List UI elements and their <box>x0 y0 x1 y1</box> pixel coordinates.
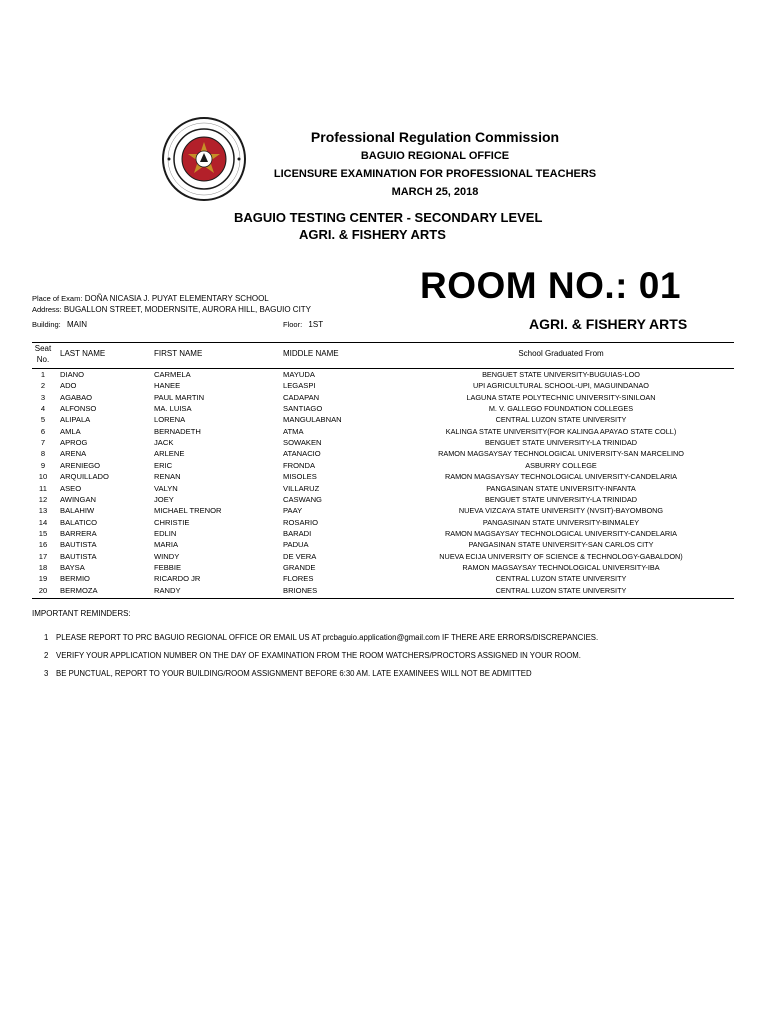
last-name: BAUTISTA <box>60 551 97 561</box>
table-row <box>0 494 768 505</box>
middle-name: BARADI <box>283 528 312 538</box>
school-graduated: CENTRAL LUZON STATE UNIVERSITY <box>495 415 627 425</box>
school-graduated: PANGASINAN STATE UNIVERSITY-SAN CARLOS CITY <box>468 540 654 550</box>
address-value: BUGALLON STREET, MODERNSITE, AURORA HILL, BAGUIO CITY <box>63 305 312 314</box>
floor-label: Floor: <box>283 320 303 329</box>
table-row <box>0 369 768 380</box>
school-graduated: PANGASINAN STATE UNIVERSITY-INFANTA <box>486 483 636 493</box>
last-name: ASEO <box>60 483 82 493</box>
last-name: ARENIEGO <box>60 460 101 470</box>
school-graduated: RAMON MAGSAYSAY TECHNOLOGICAL UNIVERSITY-IBA <box>462 562 660 572</box>
table-top-rule <box>32 342 734 343</box>
last-name: ALFONSO <box>60 404 97 414</box>
table-row <box>0 414 768 425</box>
seat-number: 15 <box>38 528 48 538</box>
seat-number: 18 <box>38 562 48 572</box>
table-row <box>0 483 768 494</box>
table-row <box>0 551 768 562</box>
first-name: HANEE <box>154 381 181 391</box>
room-number: ROOM NO.: 01 <box>420 265 681 306</box>
table-row <box>0 380 768 391</box>
middle-name: PAAY <box>283 506 303 516</box>
school-graduated: RAMON MAGSAYSAY TECHNOLOGICAL UNIVERSITY-SAN MARCELINO <box>438 449 684 459</box>
last-name: BAUTISTA <box>60 540 97 550</box>
table-row <box>0 562 768 573</box>
seat-number: 5 <box>40 415 46 425</box>
school-graduated: LAGUNA STATE POLYTECHNIC UNIVERSITY-SINILOAN <box>466 392 656 402</box>
middle-name: GRANDE <box>283 562 316 572</box>
first-name: ARLENE <box>154 449 185 459</box>
seat-number: 12 <box>38 494 48 504</box>
header-first-name: FIRST NAME <box>154 349 203 358</box>
school-graduated: ASBURRY COLLEGE <box>525 460 597 470</box>
floor-info <box>283 320 323 329</box>
first-name: VALYN <box>154 483 178 493</box>
middle-name: SANTIAGO <box>283 404 323 414</box>
first-name: EDLIN <box>154 528 177 538</box>
last-name: BALAHIW <box>60 506 95 516</box>
first-name: LORENA <box>154 415 186 425</box>
middle-name: DE VERA <box>283 551 317 561</box>
seat-number: 9 <box>40 460 46 470</box>
building-value: MAIN <box>67 320 88 329</box>
seat-number: 2 <box>40 381 46 391</box>
building-label: Building: <box>32 320 61 329</box>
middle-name: VILLARUZ <box>283 483 320 493</box>
first-name: MARIA <box>154 540 179 550</box>
reminder-item <box>44 669 532 678</box>
school-graduated: KALINGA STATE UNIVERSITY(FOR KALINGA APAYAO STATE COLL) <box>445 426 677 436</box>
school-graduated: UPI AGRICULTURAL SCHOOL-UPI, MAGUINDANAO <box>473 381 649 391</box>
table-row <box>0 573 768 584</box>
first-name: CARMELA <box>154 370 191 379</box>
school-graduated: NUEVA VIZCAYA STATE UNIVERSITY (NVSIT)-BAYOMBONG <box>458 506 664 516</box>
place-value: DOÑA NICASIA J. PUYAT ELEMENTARY SCHOOL <box>84 294 269 303</box>
middle-name: FRONDA <box>283 460 316 470</box>
middle-name: FLORES <box>283 574 314 584</box>
table-row <box>0 460 768 471</box>
middle-name: CASWANG <box>283 494 322 504</box>
middle-name: PADUA <box>283 540 309 550</box>
reminder-text: BE PUNCTUAL, REPORT TO YOUR BUILDING/ROOM ASSIGNMENT BEFORE 6:30 AM. LATE EXAMINEES WILL NOT BE ADMITTED <box>56 669 532 678</box>
reminder-number: 3 <box>44 669 49 678</box>
seat-number: 16 <box>38 540 48 550</box>
last-name: APROG <box>60 438 88 448</box>
school-graduated: BENGUET STATE UNIVERSITY-LA TRINIDAD <box>484 438 638 448</box>
first-name: PAUL MARTIN <box>154 392 205 402</box>
last-name: BALATICO <box>60 517 97 527</box>
testing-center: BAGUIO TESTING CENTER - SECONDARY LEVEL <box>234 210 543 225</box>
reminders-title: IMPORTANT REMINDERS: <box>32 609 131 618</box>
middle-name: LEGASPI <box>283 381 316 391</box>
first-name: JOEY <box>154 494 174 504</box>
first-name: MICHAEL TRENOR <box>154 506 222 516</box>
table-row <box>0 426 768 437</box>
table-row <box>0 437 768 448</box>
middle-name: MISOLES <box>283 472 317 482</box>
table-row <box>0 517 768 528</box>
school-graduated: BENGUET STATE UNIVERSITY-BUGUIAS-LOO <box>482 370 640 379</box>
header-last-name: LAST NAME <box>60 349 106 358</box>
seat-number: 14 <box>38 517 48 527</box>
school-graduated: CENTRAL LUZON STATE UNIVERSITY <box>495 585 627 595</box>
table-row <box>0 471 768 482</box>
place-of-exam <box>32 294 269 303</box>
school-graduated: NUEVA ECIJA UNIVERSITY OF SCIENCE & TECHNOLOGY-GABALDON) <box>439 551 683 561</box>
last-name: BERMOZA <box>60 585 98 595</box>
last-name: BERMIO <box>60 574 90 584</box>
seat-number: 3 <box>40 392 46 402</box>
last-name: AMLA <box>60 426 81 436</box>
last-name: ADO <box>60 381 77 391</box>
middle-name: BRIONES <box>283 585 318 595</box>
reminder-item <box>44 651 581 660</box>
building-info <box>32 320 87 329</box>
seat-number: 13 <box>38 506 48 516</box>
school-graduated: CENTRAL LUZON STATE UNIVERSITY <box>495 574 627 584</box>
table-row <box>0 505 768 516</box>
school-graduated: RAMON MAGSAYSAY TECHNOLOGICAL UNIVERSITY-CANDELARIA <box>444 528 678 538</box>
seat-number: 10 <box>38 472 48 482</box>
reminder-number: 1 <box>44 633 49 642</box>
regional-office: BAGUIO REGIONAL OFFICE <box>360 150 510 162</box>
first-name: MA. LUISA <box>154 404 192 414</box>
reminder-text: VERIFY YOUR APPLICATION NUMBER ON THE DAY OF EXAMINATION FROM THE ROOM WATCHERS/PROCTORS ASSIGNED IN YOUR ROOM. <box>56 651 581 660</box>
middle-name: ATANACIO <box>283 449 321 459</box>
seat-number: 1 <box>40 370 46 379</box>
table-row <box>0 539 768 550</box>
last-name: AWINGAN <box>60 494 96 504</box>
school-graduated: BENGUET STATE UNIVERSITY-LA TRINIDAD <box>484 494 638 504</box>
first-name: ERIC <box>154 460 173 470</box>
table-row <box>0 403 768 414</box>
reminder-number: 2 <box>44 651 49 660</box>
school-graduated: M. V. GALLEGO FOUNDATION COLLEGES <box>488 404 634 414</box>
school-graduated: PANGASINAN STATE UNIVERSITY-BINMALEY <box>482 517 640 527</box>
table-bottom-rule <box>32 598 734 599</box>
first-name: BERNADETH <box>154 426 201 436</box>
first-name: FEBBIE <box>154 562 182 572</box>
first-name: RENAN <box>154 472 181 482</box>
org-name: Professional Regulation Commission <box>310 129 560 145</box>
header-middle-name: MIDDLE NAME <box>283 349 339 358</box>
middle-name: ATMA <box>283 426 304 436</box>
middle-name: MAYUDA <box>283 370 315 379</box>
room-field: AGRI. & FISHERY ARTS <box>529 316 688 332</box>
last-name: DIANO <box>60 370 85 379</box>
reminder-item <box>44 633 598 642</box>
first-name: WINDY <box>154 551 180 561</box>
last-name: BARRERA <box>60 528 97 538</box>
field-title: AGRI. & FISHERY ARTS <box>299 227 446 242</box>
header-school: School Graduated From <box>518 349 604 358</box>
seat-number: 6 <box>40 426 46 436</box>
header-seat-no: No. <box>36 355 50 364</box>
first-name: JACK <box>154 438 174 448</box>
exam-date: MARCH 25, 2018 <box>391 186 479 198</box>
address-label: Address: <box>32 305 62 314</box>
reminder-text: PLEASE REPORT TO PRC BAGUIO REGIONAL OFFICE OR EMAIL US AT prcbaguio.application@gmail.com IF THERE ARE ERRORS/DISCREPANCIES. <box>56 633 599 642</box>
table-row <box>0 585 768 596</box>
seat-number: 8 <box>40 449 46 459</box>
school-graduated: RAMON MAGSAYSAY TECHNOLOGICAL UNIVERSITY-CANDELARIA <box>444 472 678 482</box>
seat-number: 19 <box>38 574 48 584</box>
first-name: CHRISTIE <box>154 517 190 527</box>
seat-number: 7 <box>40 438 46 448</box>
seat-number: 20 <box>38 585 48 595</box>
seat-number: 11 <box>39 483 47 493</box>
seat-number: 17 <box>38 551 48 561</box>
last-name: ARENA <box>60 449 87 459</box>
last-name: ARQUILLADO <box>60 472 109 482</box>
middle-name: MANGULABNAN <box>283 415 342 425</box>
first-name: RICARDO JR <box>154 574 201 584</box>
floor-value: 1ST <box>308 320 324 329</box>
header-seat: Seat <box>34 344 52 353</box>
seat-number: 4 <box>40 404 46 414</box>
table-row <box>0 392 768 403</box>
last-name: AGABAO <box>60 392 93 402</box>
middle-name: CADAPAN <box>283 392 320 402</box>
table-row <box>0 448 768 459</box>
exam-address <box>32 305 311 314</box>
table-row <box>0 528 768 539</box>
place-label: Place of Exam: <box>32 294 83 303</box>
middle-name: SOWAKEN <box>283 438 322 448</box>
last-name: BAYSA <box>60 562 85 572</box>
middle-name: ROSARIO <box>283 517 319 527</box>
first-name: RANDY <box>154 585 181 595</box>
last-name: ALIPALA <box>60 415 91 425</box>
exam-name: LICENSURE EXAMINATION FOR PROFESSIONAL TEACHERS <box>273 168 597 180</box>
